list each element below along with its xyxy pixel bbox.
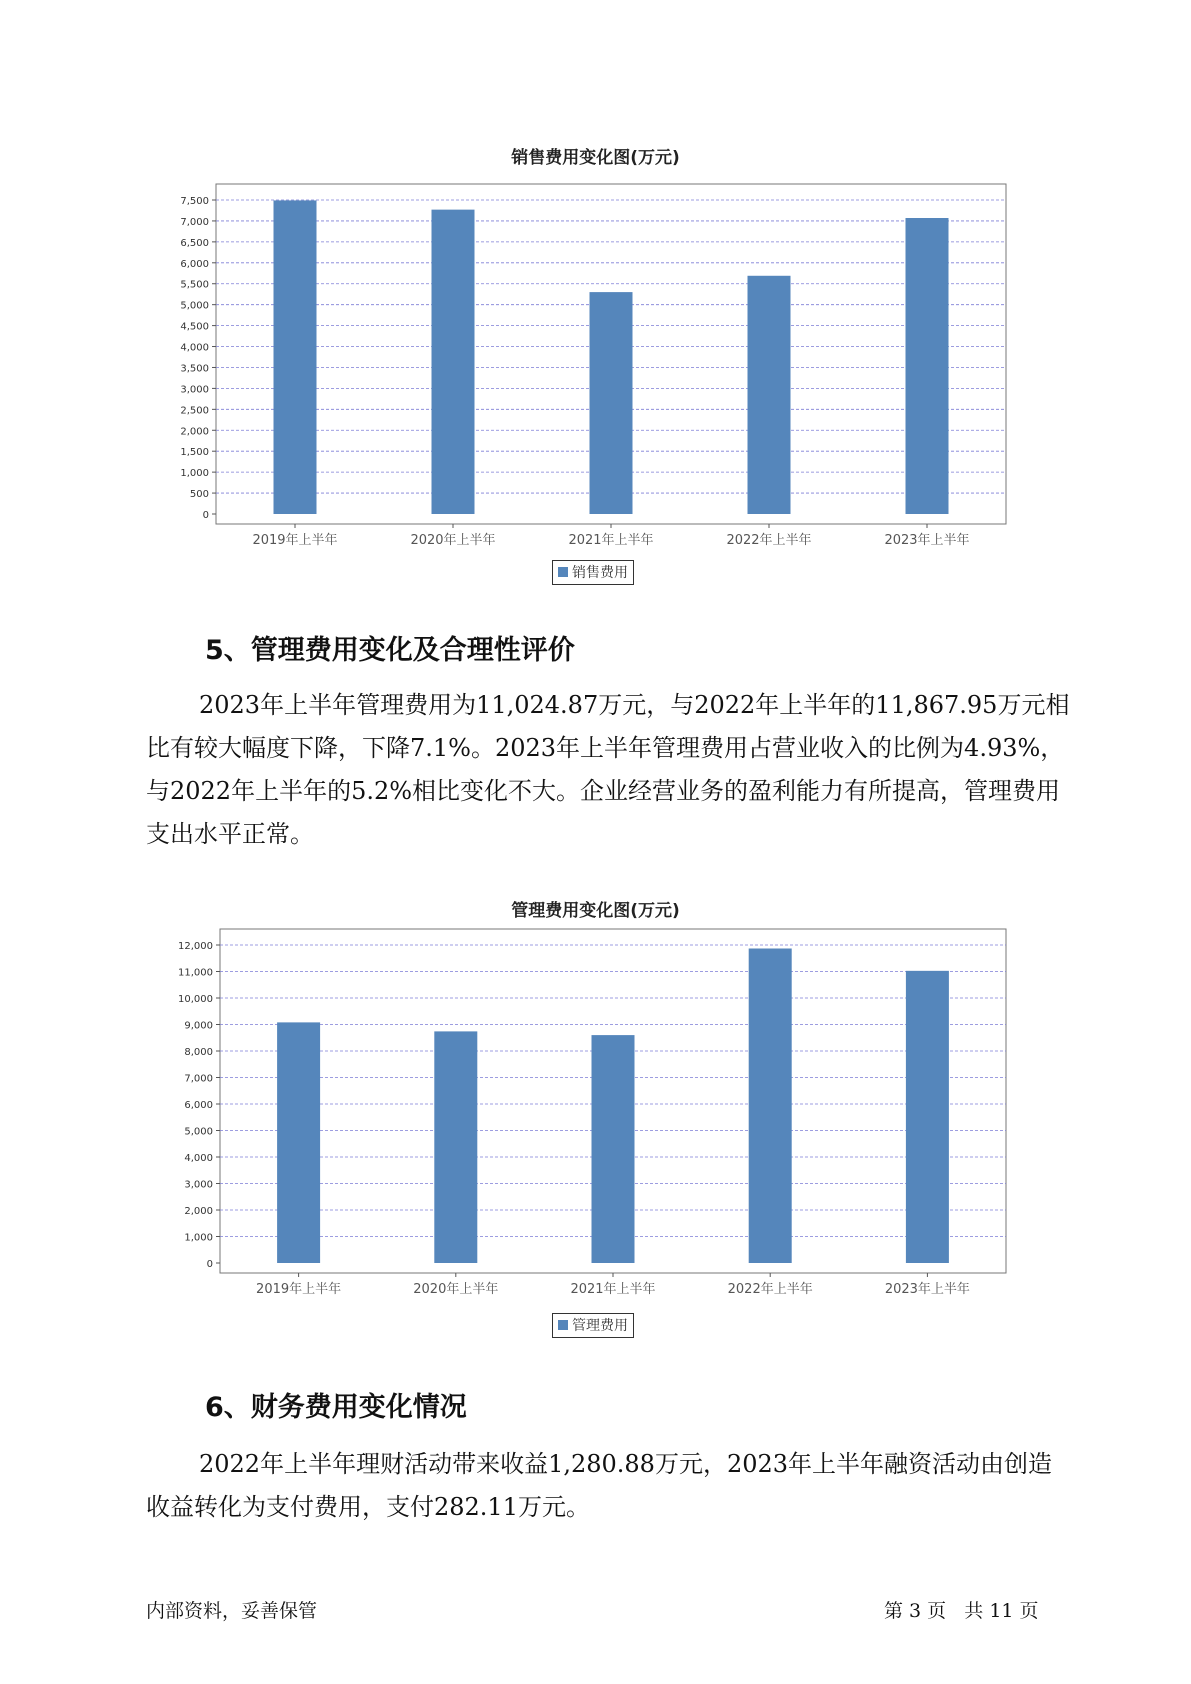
y-tick-label: 0: [206, 1259, 213, 1270]
footer-page-number: 第 3 页 共 11 页: [884, 1600, 1039, 1622]
x-tick-label: 2021年上半年: [568, 533, 654, 548]
y-tick-label: 7,000: [180, 216, 209, 228]
legend-swatch: [558, 1320, 568, 1330]
chart-title: 管理费用变化图(万元): [511, 901, 680, 921]
y-tick-label: 3,500: [180, 363, 209, 375]
y-tick-label: 2,000: [180, 426, 209, 438]
y-tick-label: 3,000: [180, 384, 209, 396]
bar: [906, 971, 949, 1263]
y-tick-label: 7,000: [184, 1073, 213, 1085]
chart-legend: [552, 1313, 634, 1338]
y-tick-label: 1,000: [180, 468, 209, 480]
y-tick-label: 4,000: [180, 342, 209, 354]
y-tick-label: 10,000: [178, 994, 213, 1005]
y-tick-label: 8,000: [184, 1047, 213, 1058]
bar: [749, 948, 792, 1263]
y-tick-label: 2,500: [180, 405, 209, 417]
y-tick-label: 0: [202, 510, 209, 521]
y-tick-label: 6,500: [180, 237, 209, 249]
x-tick-label: 2020年上半年: [413, 1282, 499, 1297]
y-tick-label: 6,000: [180, 258, 209, 270]
y-tick-label: 4,500: [180, 321, 209, 333]
y-tick-label: 5,000: [184, 1126, 213, 1138]
y-tick-label: 5,500: [180, 279, 209, 291]
y-tick-label: 1,000: [184, 1232, 213, 1244]
y-tick-label: 5,000: [180, 300, 209, 312]
y-tick-label: 11,000: [178, 967, 213, 979]
y-tick-label: 9,000: [184, 1020, 213, 1032]
y-tick-label: 500: [189, 489, 209, 501]
section-heading-5: 5、管理费用变化及合理性评价: [205, 635, 575, 666]
bar: [434, 1031, 477, 1263]
chart-title: 销售费用变化图(万元): [511, 148, 680, 168]
x-tick-label: 2019年上半年: [256, 1282, 342, 1297]
y-tick-label: 6,000: [184, 1100, 213, 1111]
bar: [592, 1035, 635, 1263]
legend-label: 销售费用: [572, 565, 628, 581]
y-tick-label: 1,500: [180, 447, 209, 459]
y-tick-label: 2,000: [184, 1206, 213, 1217]
section-paragraph-5: 2023年上半年管理费用为11,024.87万元，与2022年上半年的11,867.95万元相比有较大幅度下降，下降7.1%。2023年上半年管理费用占营业收入的比例为4.93%，与2022年上半年的5.2%相比变化不大。企业经营业务的盈利能力有所提高，管理费用支出水平正常。: [146, 691, 1070, 848]
x-tick-label: 2022年上半年: [726, 533, 812, 548]
y-tick-label: 3,000: [184, 1179, 213, 1191]
footer-confidential-note: 内部资料，妥善保管: [146, 1600, 318, 1622]
y-tick-label: 4,000: [184, 1153, 213, 1164]
section-paragraph-6: 2022年上半年理财活动带来收益1,280.88万元，2023年上半年融资活动由创造收益转化为支付费用，支付282.11万元。: [146, 1450, 1053, 1521]
legend-label: 管理费用: [572, 1318, 628, 1334]
x-tick-label: 2023年上半年: [884, 1282, 970, 1297]
section-heading-6: 6、财务费用变化情况: [205, 1392, 467, 1423]
x-tick-label: 2019年上半年: [252, 533, 338, 548]
x-tick-label: 2022年上半年: [727, 1282, 813, 1297]
y-tick-label: 7,500: [180, 196, 209, 207]
bar: [277, 1022, 320, 1263]
x-tick-label: 2020年上半年: [410, 533, 496, 548]
x-tick-label: 2023年上半年: [884, 533, 970, 548]
y-tick-label: 12,000: [178, 941, 213, 952]
x-tick-label: 2021年上半年: [570, 1282, 656, 1297]
